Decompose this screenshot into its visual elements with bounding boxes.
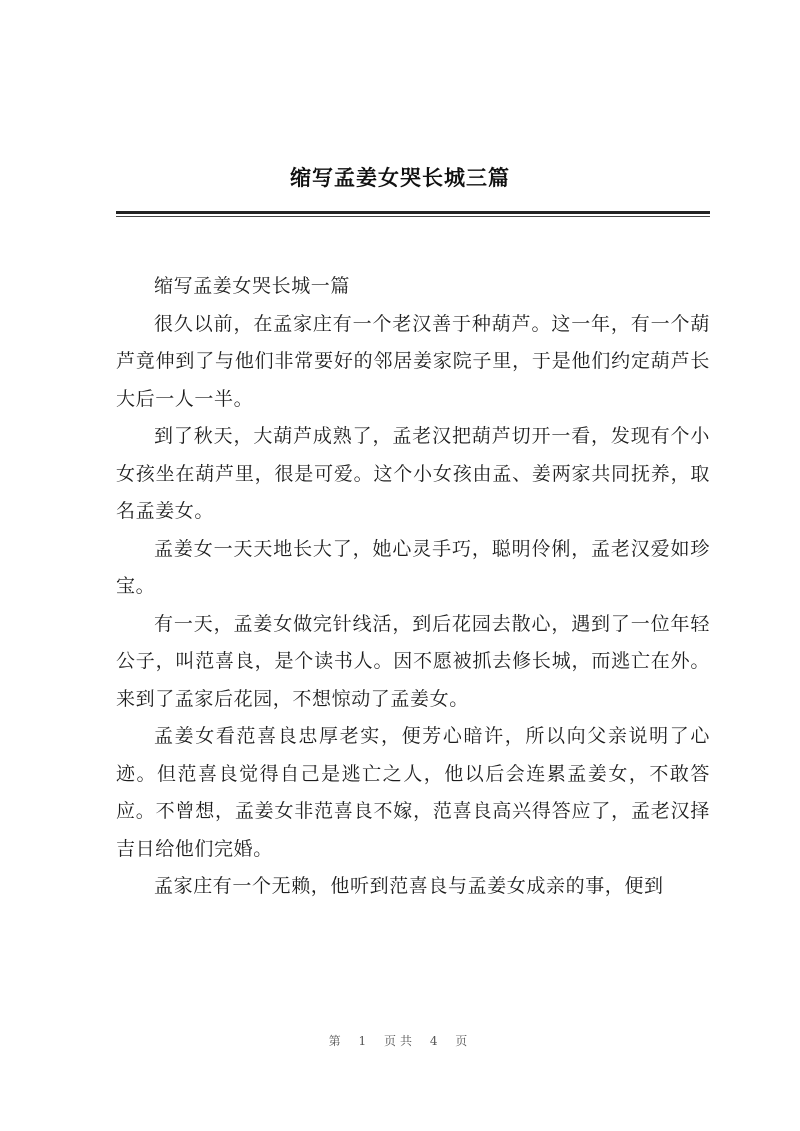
document-body [116,268,710,906]
paragraph: 很久以前，在孟家庄有一个老汉善于种葫芦。这一年，有一个葫芦竟伸到了与他们非常要好的邻居姜家院子里，于是他们约定葫芦长大后一人一半。 [116,312,710,410]
paragraph: 到了秋天，大葫芦成熟了，孟老汉把葫芦切开一看，发现有个小女孩坐在葫芦里，很是可爱。这个小女孩由孟、姜两家共同抚养，取名孟姜女。 [116,425,710,522]
paragraph: 孟家庄有一个无赖，他听到范喜良与孟姜女成亲的事，便到 [154,875,664,897]
footer-label-middle: 页共 [383,1034,416,1048]
footer-total-pages: 4 [429,1034,442,1048]
document-title: 缩写孟姜女哭长城三篇 [290,166,510,190]
footer-label-before: 第 [328,1034,345,1048]
paragraph: 孟姜女一天天地长大了，她心灵手巧，聪明伶俐，孟老汉爱如珍宝。 [116,537,710,597]
page-footer [0,1032,800,1049]
paragraph: 有一天，孟姜女做完针线活，到后花园去散心，遇到了一位年轻公子，叫范喜良，是个读书人。因不愿被抓去修长城，而逃亡在外。来到了孟家后花园，不想惊动了孟姜女。 [116,612,710,710]
section-heading: 缩写孟姜女哭长城一篇 [154,275,351,297]
title-rule-thick [116,211,710,214]
footer-page-number: 1 [358,1034,371,1048]
title-rule-thin [116,216,710,217]
footer-label-after: 页 [455,1034,472,1048]
paragraph: 孟姜女看范喜良忠厚老实，便芳心暗许，所以向父亲说明了心迹。但范喜良觉得自己是逃亡之人，他以后会连累孟姜女，不敢答应。不曾想，孟姜女非范喜良不嫁，范喜良高兴得答应了，孟老汉择吉日给他们完婚。 [116,725,710,860]
